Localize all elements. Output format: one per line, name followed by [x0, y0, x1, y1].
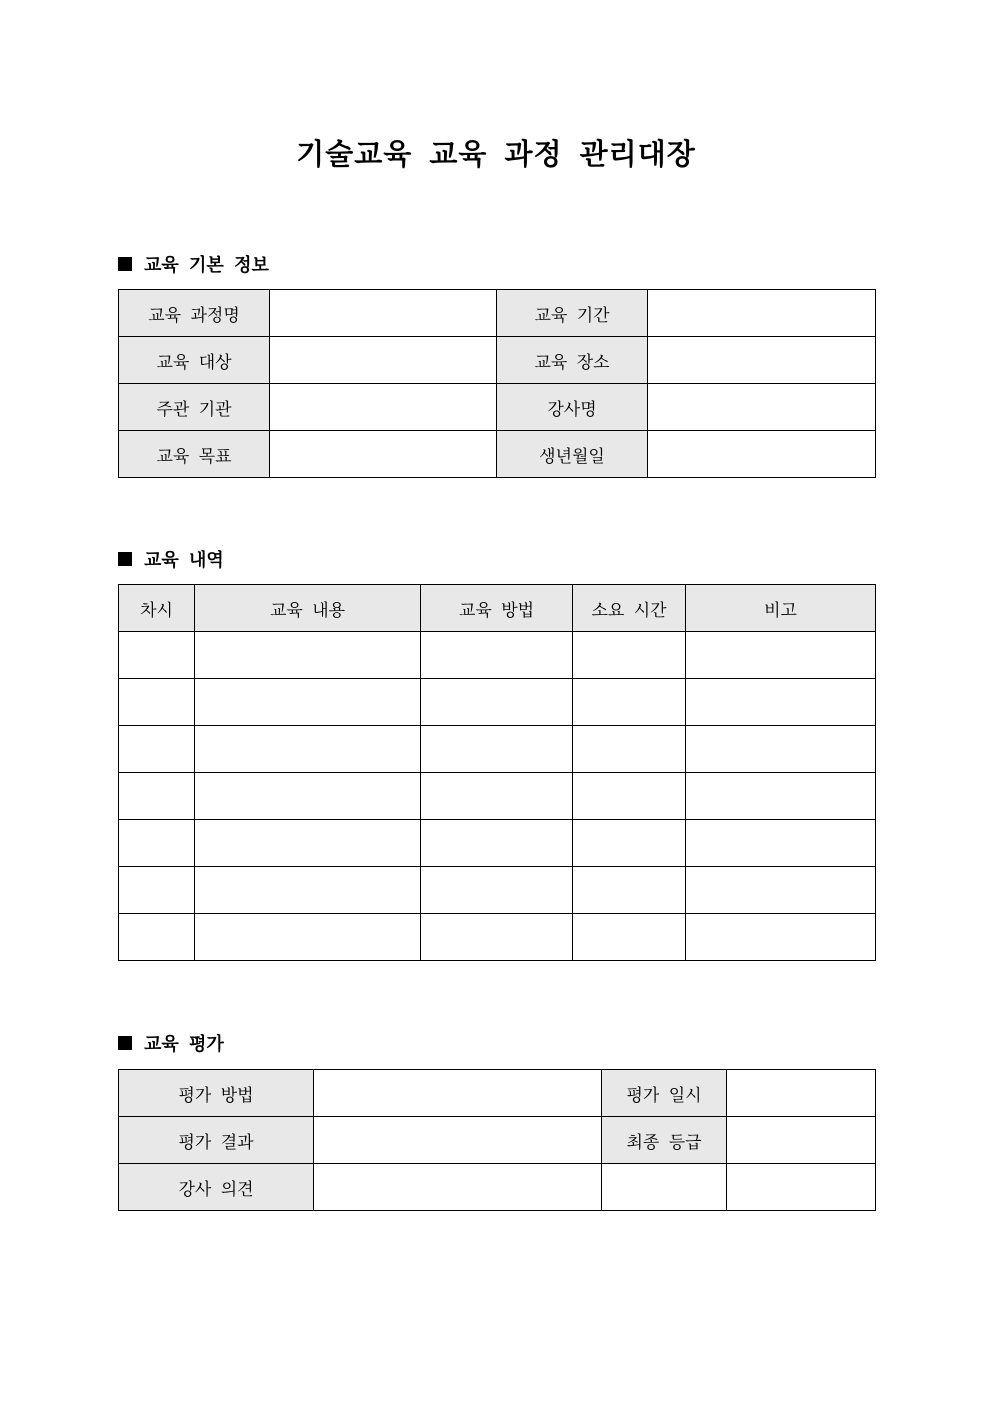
- field-value-cell[interactable]: [314, 1070, 602, 1117]
- field-label: 주관 기관: [119, 384, 270, 431]
- table-cell[interactable]: [686, 914, 876, 961]
- table-cell[interactable]: [573, 914, 686, 961]
- field-label: 평가 결과: [119, 1117, 314, 1164]
- field-value-cell[interactable]: [648, 290, 876, 337]
- table-cell[interactable]: [119, 914, 195, 961]
- table-row: [119, 1070, 876, 1117]
- table-cell[interactable]: [573, 867, 686, 914]
- table-row: [119, 384, 876, 431]
- table-cell[interactable]: [195, 867, 421, 914]
- table-row: [119, 1164, 876, 1211]
- field-label: 교육 과정명: [119, 290, 270, 337]
- table-cell[interactable]: [195, 773, 421, 820]
- section-heading-text: 교육 내역: [144, 550, 224, 571]
- field-value-cell[interactable]: [648, 337, 876, 384]
- table-row: [119, 632, 876, 679]
- column-header: 비고: [686, 585, 876, 632]
- field-label: 최종 등급: [602, 1117, 727, 1164]
- table-cell[interactable]: [119, 820, 195, 867]
- blank-cell[interactable]: [602, 1164, 727, 1211]
- table-cell[interactable]: [686, 820, 876, 867]
- table-row: [119, 431, 876, 478]
- field-value-cell[interactable]: [648, 384, 876, 431]
- field-value-cell[interactable]: [270, 337, 497, 384]
- table-cell[interactable]: [195, 914, 421, 961]
- table-row: [119, 337, 876, 384]
- table-cell[interactable]: [686, 773, 876, 820]
- field-value-cell[interactable]: [314, 1164, 602, 1211]
- table-row: [119, 1117, 876, 1164]
- table-header-row: [119, 585, 876, 632]
- table-cell[interactable]: [421, 867, 573, 914]
- field-label: 평가 일시: [602, 1070, 727, 1117]
- field-label: 평가 방법: [119, 1070, 314, 1117]
- basic-info-table: [118, 289, 876, 478]
- field-label: 강사명: [497, 384, 648, 431]
- field-label: 교육 기간: [497, 290, 648, 337]
- table-row: [119, 290, 876, 337]
- table-cell[interactable]: [195, 726, 421, 773]
- table-cell[interactable]: [573, 773, 686, 820]
- column-header: 차시: [119, 585, 195, 632]
- section-heading-text: 교육 기본 정보: [144, 255, 269, 276]
- column-header: 교육 방법: [421, 585, 573, 632]
- table-cell[interactable]: [421, 679, 573, 726]
- field-value-cell[interactable]: [314, 1117, 602, 1164]
- section-heading-history: [118, 546, 224, 572]
- table-cell[interactable]: [421, 820, 573, 867]
- field-label: 강사 의견: [119, 1164, 314, 1211]
- table-row: [119, 679, 876, 726]
- history-table: [118, 584, 876, 961]
- table-row: [119, 867, 876, 914]
- field-label: 교육 목표: [119, 431, 270, 478]
- column-header: 소요 시간: [573, 585, 686, 632]
- square-bullet-icon: [118, 552, 132, 566]
- field-value-cell[interactable]: [727, 1070, 876, 1117]
- field-value-cell[interactable]: [727, 1164, 876, 1211]
- field-value-cell[interactable]: [270, 431, 497, 478]
- table-row: [119, 914, 876, 961]
- column-header: 교육 내용: [195, 585, 421, 632]
- table-cell[interactable]: [119, 867, 195, 914]
- table-cell[interactable]: [573, 679, 686, 726]
- field-value-cell[interactable]: [648, 431, 876, 478]
- section-heading-evaluation: [118, 1030, 224, 1056]
- table-cell[interactable]: [686, 632, 876, 679]
- table-cell[interactable]: [421, 773, 573, 820]
- table-cell[interactable]: [119, 726, 195, 773]
- field-value-cell[interactable]: [727, 1117, 876, 1164]
- table-cell[interactable]: [421, 726, 573, 773]
- table-cell[interactable]: [195, 679, 421, 726]
- table-cell[interactable]: [119, 632, 195, 679]
- table-cell[interactable]: [686, 867, 876, 914]
- table-cell[interactable]: [573, 726, 686, 773]
- field-label: 교육 대상: [119, 337, 270, 384]
- table-cell[interactable]: [421, 632, 573, 679]
- table-cell[interactable]: [195, 632, 421, 679]
- table-row: [119, 820, 876, 867]
- table-cell[interactable]: [119, 679, 195, 726]
- table-cell[interactable]: [686, 726, 876, 773]
- square-bullet-icon: [118, 1036, 132, 1050]
- table-cell[interactable]: [573, 632, 686, 679]
- table-row: [119, 773, 876, 820]
- evaluation-table: [118, 1069, 876, 1211]
- table-cell[interactable]: [195, 820, 421, 867]
- page-title: 기술교육 교육 과정 관리대장: [296, 137, 696, 171]
- field-label: 교육 장소: [497, 337, 648, 384]
- table-cell[interactable]: [421, 914, 573, 961]
- section-heading-basic-info: [118, 251, 269, 277]
- table-cell[interactable]: [573, 820, 686, 867]
- section-heading-text: 교육 평가: [144, 1034, 224, 1055]
- field-value-cell[interactable]: [270, 384, 497, 431]
- table-cell[interactable]: [119, 773, 195, 820]
- square-bullet-icon: [118, 257, 132, 271]
- field-value-cell[interactable]: [270, 290, 497, 337]
- table-cell[interactable]: [686, 679, 876, 726]
- table-row: [119, 726, 876, 773]
- field-label: 생년월일: [497, 431, 648, 478]
